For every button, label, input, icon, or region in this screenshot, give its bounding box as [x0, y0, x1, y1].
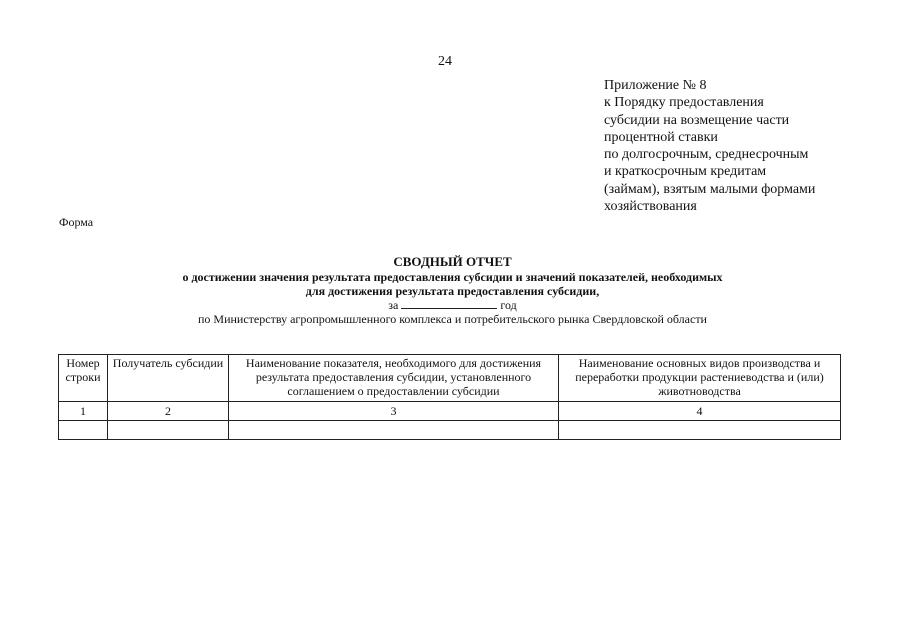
appendix-line: по долгосрочным, среднесрочным: [604, 147, 809, 163]
column-number-row: [59, 402, 841, 421]
appendix-line: (займам), взятым малыми формами: [604, 181, 816, 197]
appendix-line: хозяйствования: [604, 199, 697, 215]
period-year-blank[interactable]: [401, 298, 497, 309]
header-indicator-name: Наименование показателя, необходимого для достижения результата предоставления субсидии, установленного соглашением о предоставлении субсидии: [229, 355, 559, 402]
table-cell[interactable]: [559, 421, 841, 440]
table-row: [59, 421, 841, 440]
table-cell[interactable]: [59, 421, 108, 440]
column-number: 1: [59, 402, 108, 421]
page-number: 24: [438, 54, 452, 69]
appendix-reference: [604, 77, 815, 215]
report-period: [0, 298, 905, 312]
appendix-line: субсидии на возмещение части: [604, 112, 790, 128]
report-heading: [0, 254, 905, 326]
table-header-row: [59, 355, 841, 402]
header-recipient: Получатель субсидии: [108, 355, 229, 402]
table-cell[interactable]: [229, 421, 559, 440]
appendix-line: процентной ставки: [604, 129, 718, 145]
header-row-number: Номер строки: [59, 355, 108, 402]
report-subtitle-line1: о достижении значения результата предоставления субсидии и значений показателей, необходимых: [182, 270, 723, 284]
column-number: 2: [108, 402, 229, 421]
period-suffix: год: [500, 298, 517, 312]
header-production-types: Наименование основных видов производства и переработки продукции растениеводства и (или) животноводства: [559, 355, 841, 402]
report-title: СВОДНЫЙ ОТЧЕТ: [393, 254, 512, 269]
column-number: 4: [559, 402, 841, 421]
appendix-line: к Порядку предоставления: [604, 95, 764, 111]
appendix-line: и краткосрочным кредитам: [604, 164, 767, 180]
table-cell[interactable]: [108, 421, 229, 440]
form-label: Форма: [59, 215, 94, 229]
summary-table: [58, 354, 841, 440]
period-prefix: за: [388, 298, 399, 312]
report-subtitle-line2: для достижения результата предоставления субсидии,: [305, 284, 600, 298]
column-number: 3: [229, 402, 559, 421]
report-ministry: по Министерству агропромышленного комплекса и потребительского рынка Свердловской области: [198, 312, 707, 326]
appendix-line: Приложение № 8: [604, 78, 707, 93]
